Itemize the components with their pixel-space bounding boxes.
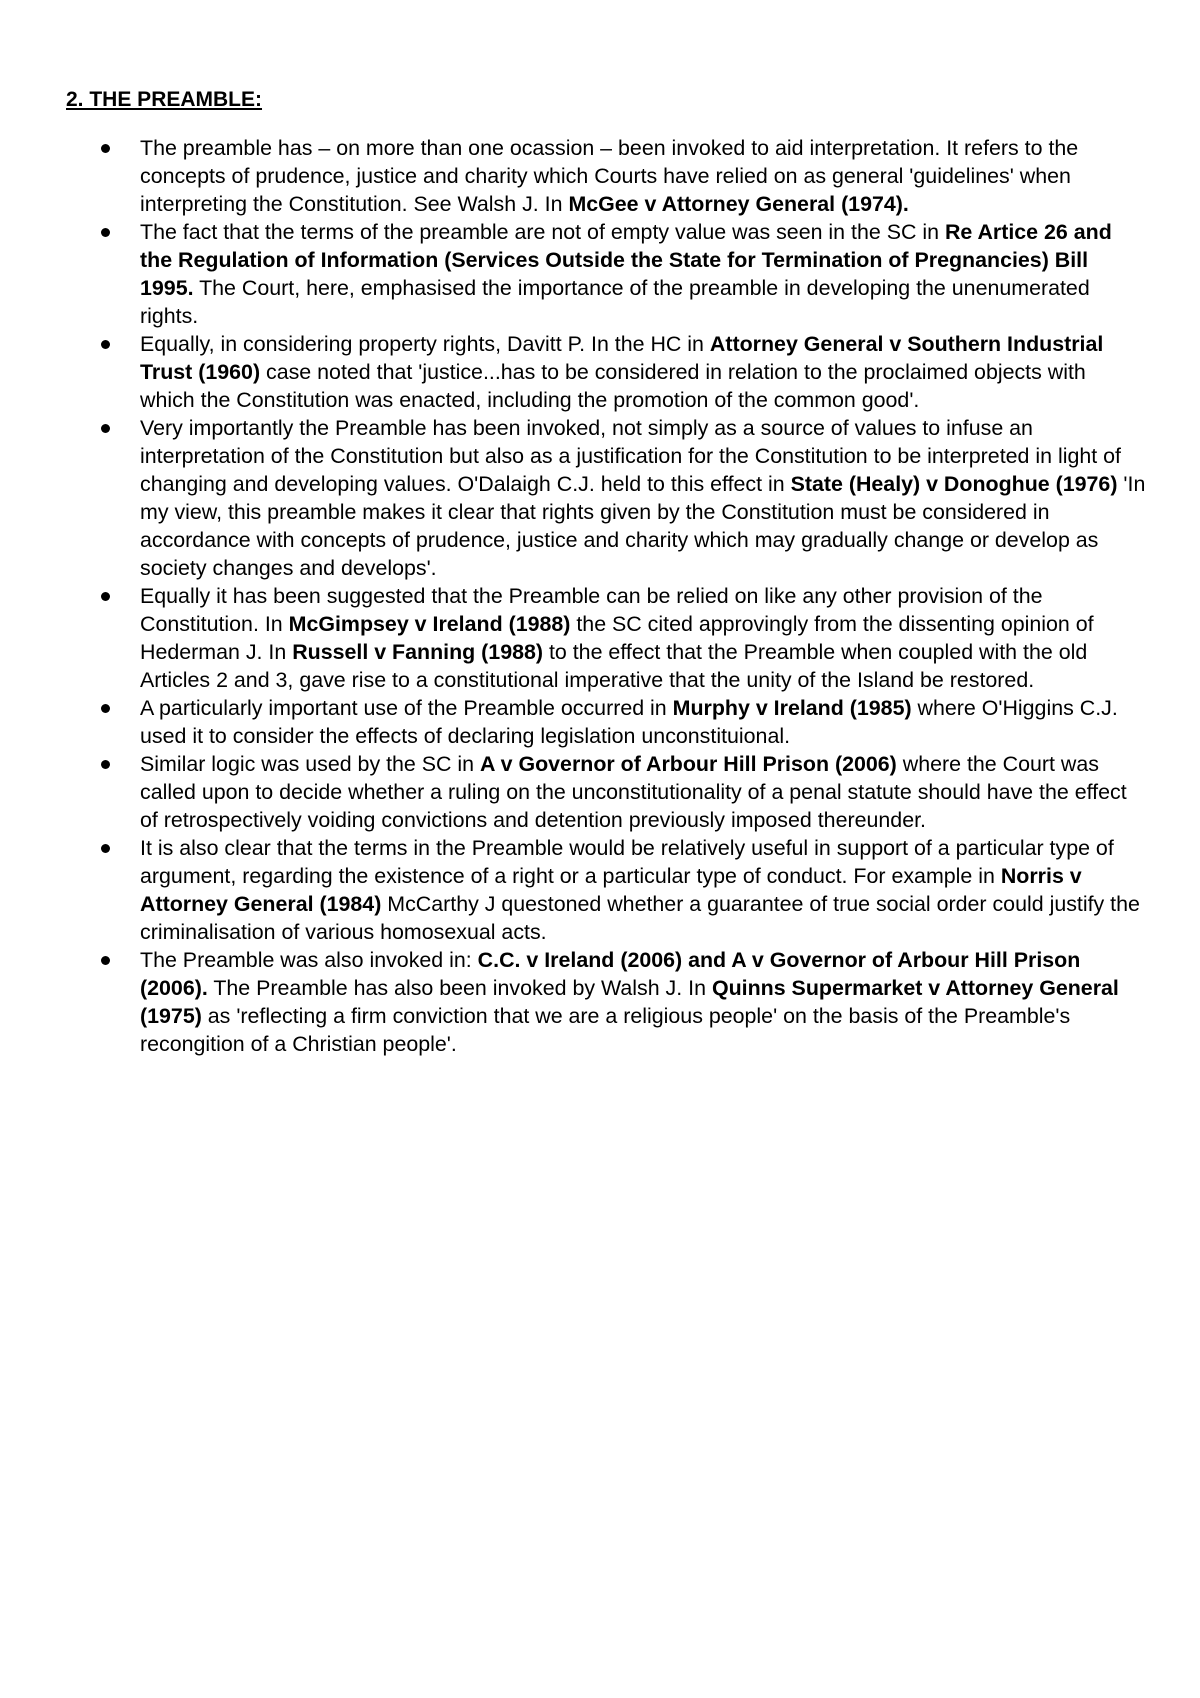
body-text: Very importantly the Preamble has been invoked, not simply as a source of values to infuse an interpretation of the Constitution but also as a justification for the Constitution to be interpreted in light of changing and developing values. O'Dalaigh C.J. held to this effect in (140, 416, 1121, 496)
body-text: case noted that 'justice...has to be considered in relation to the proclaimed objects with which the Constitution was enacted, including the promotion of the common good'. (140, 360, 1086, 412)
body-text: Equally it has been suggested that the Preamble can be relied on like any other provision of the Constitution. In (140, 584, 1043, 636)
case-citation: Murphy v Ireland (1985) (672, 696, 912, 720)
case-citation: McGimpsey v Ireland (1988) (288, 612, 571, 636)
bullet-dot-icon (101, 424, 110, 433)
bullet-item (66, 694, 1146, 750)
bullet-item (66, 330, 1146, 414)
bullet-dot-icon (101, 340, 110, 349)
body-text: The Preamble has also been invoked by Walsh J. In (207, 976, 712, 1000)
body-text: The Preamble was also invoked in: (140, 948, 478, 972)
case-citation: Re Artice 26 and the Regulation of Information (Services Outside the State for Termination of Pregnancies) Bill 1995. (140, 220, 1112, 300)
bullet-dot-icon (101, 592, 110, 601)
body-text: It is also clear that the terms in the Preamble would be relatively useful in support of a particular type of argument, regarding the existence of a right or a particular type of conduct. For example in (140, 836, 1114, 888)
section-heading: 2. THE PREAMBLE: (66, 88, 263, 111)
body-text: where O'Higgins C.J. used it to consider the effects of declaring legislation unconstituional. (140, 696, 1118, 748)
body-text: to the effect that the Preamble when coupled with the old Articles 2 and 3, gave rise to a constitutional imperative that the unity of the Island be restored. (140, 640, 1088, 692)
case-citation: A v Governor of Arbour Hill Prison (2006) (480, 752, 897, 776)
body-text: Similar logic was used by the SC in (140, 752, 481, 776)
bullet-item (66, 946, 1146, 1058)
bullet-dot-icon (101, 760, 110, 769)
document-content (66, 86, 1146, 1058)
body-text: McCarthy J questoned whether a guarantee of true social order could justify the criminalisation of various homosexual acts. (140, 892, 1140, 944)
bullet-dot-icon (101, 228, 110, 237)
body-text: Equally, in considering property rights, Davitt P. In the HC in (140, 332, 710, 356)
bullet-list (66, 134, 1146, 1058)
body-text: The Court, here, emphasised the importance of the preamble in developing the unenumerated rights. (140, 276, 1090, 328)
body-text: the SC cited approvingly from the dissenting opinion of Hederman J. In (140, 612, 1094, 664)
bullet-item (66, 750, 1146, 834)
bullet-dot-icon (101, 844, 110, 853)
body-text: The fact that the terms of the preamble are not of empty value was seen in the SC in (140, 220, 945, 244)
bullet-item (66, 582, 1146, 694)
bullet-dot-icon (101, 956, 110, 965)
case-citation: State (Healy) v Donoghue (1976) (790, 472, 1118, 496)
body-text: A particularly important use of the Preamble occurred in (140, 696, 673, 720)
body-text: The preamble has – on more than one ocassion – been invoked to aid interpretation. It refers to the concepts of prudence, justice and charity which Courts have relied on as general 'guidelines' when interpreting the Constitution. See Walsh J. In (140, 136, 1079, 216)
bullet-dot-icon (101, 704, 110, 713)
bullet-item (66, 134, 1146, 218)
case-citation: Attorney General v Southern Industrial Trust (1960) (140, 332, 1104, 384)
case-citation: Quinns Supermarket v Attorney General (1975) (140, 976, 1119, 1028)
body-text: where the Court was called upon to decide whether a ruling on the unconstitutionality of a penal statute should have the effect of retrospectively voiding convictions and detention previously imposed thereunder. (140, 752, 1127, 832)
body-text: 'In my view, this preamble makes it clear that rights given by the Constitution must be considered in accordance with concepts of prudence, justice and charity which may gradually change or develop as society changes and develops'. (140, 472, 1146, 580)
body-text: as 'reflecting a firm conviction that we are a religious people' on the basis of the Preamble's recongition of a Christian people'. (140, 1004, 1071, 1056)
bullet-dot-icon (101, 144, 110, 153)
case-citation: Norris v Attorney General (1984) (140, 864, 1082, 916)
bullet-item (66, 834, 1146, 946)
case-citation: C.C. v Ireland (2006) and A v Governor of Arbour Hill Prison (2006). (140, 948, 1081, 1000)
bullet-item (66, 218, 1146, 330)
case-citation: Russell v Fanning (1988) (292, 640, 544, 664)
bullet-item (66, 414, 1146, 582)
case-citation: McGee v Attorney General (1974). (568, 192, 909, 216)
